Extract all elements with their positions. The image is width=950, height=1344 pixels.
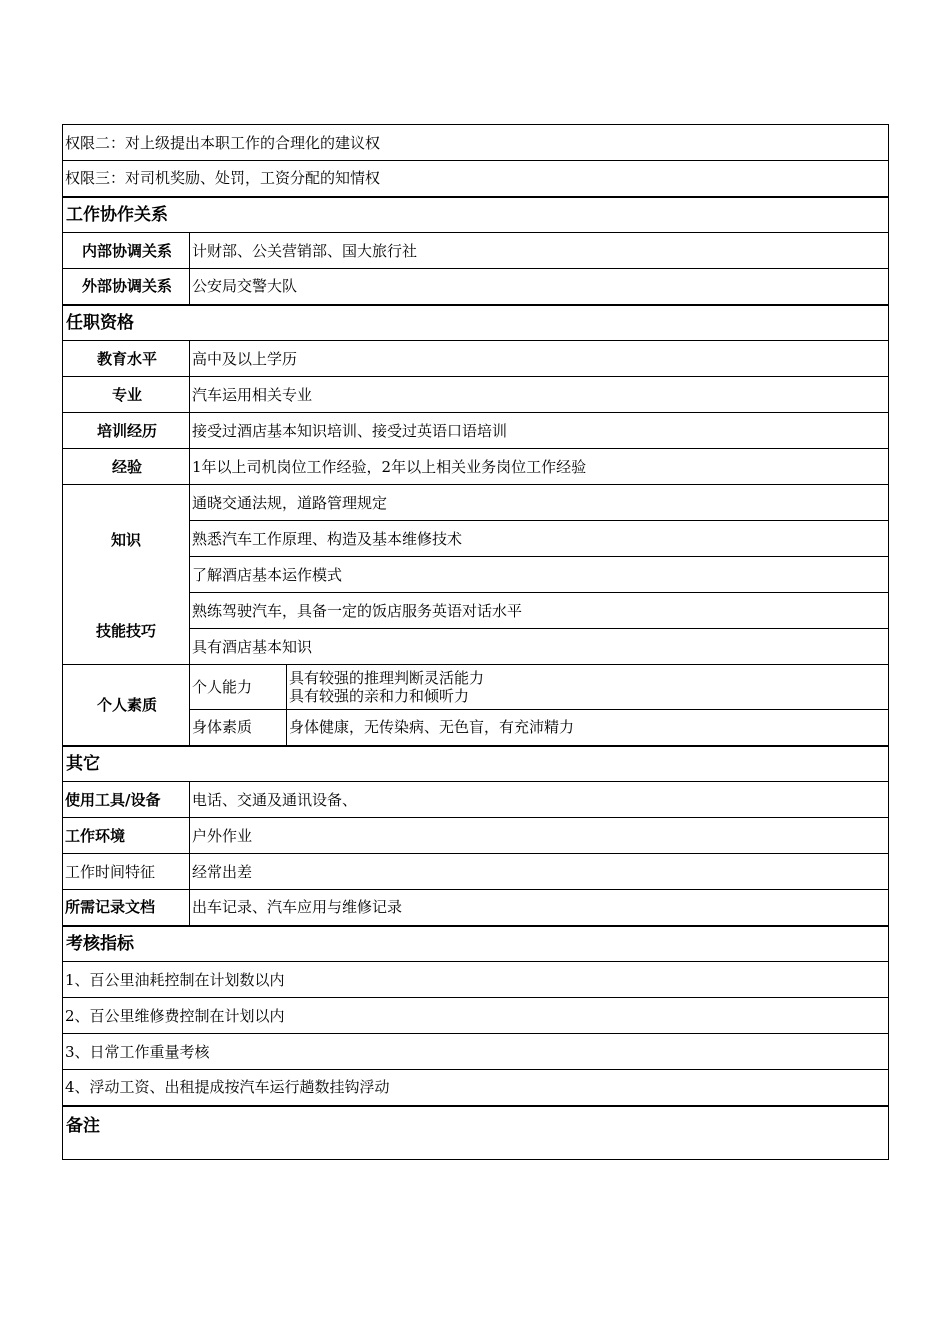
- section-cooperation: [63, 197, 889, 233]
- ability-line-2: 具有较强的亲和力和倾听力: [289, 687, 470, 705]
- personal-ability-row: [63, 665, 889, 710]
- ability-line-1: 具有较强的推理判断灵活能力: [289, 669, 485, 687]
- work-time-label: 工作时间特征: [63, 854, 190, 890]
- section-kpi: [63, 926, 889, 962]
- job-description-table: [62, 124, 888, 1160]
- skills-item: 具有酒店基本知识: [190, 629, 889, 665]
- kpi-item: 4、浮动工资、出租提成按汽车运行趟数挂钩浮动: [63, 1070, 889, 1106]
- authority-row-3: [63, 161, 889, 197]
- internal-coordination-row: [63, 233, 889, 269]
- tools-row: [63, 782, 889, 818]
- training-label: 培训经历: [63, 413, 190, 449]
- work-time-value: 经常出差: [190, 854, 889, 890]
- knowledge-item: 了解酒店基本运作模式: [190, 557, 889, 593]
- kpi-row: [63, 1070, 889, 1106]
- environment-label: 工作环境: [63, 818, 190, 854]
- skills-label: 技能技巧: [95, 622, 156, 640]
- education-label: 教育水平: [63, 341, 190, 377]
- tools-label: 使用工具/设备: [63, 782, 190, 818]
- section-qualification: [63, 305, 889, 341]
- section-title: 备注: [63, 1106, 889, 1160]
- knowledge-row: [63, 485, 889, 521]
- section-title: 工作协作关系: [63, 197, 889, 233]
- section-title: 任职资格: [63, 305, 889, 341]
- physical-label: 身体素质: [190, 710, 287, 746]
- knowledge-item: 熟悉汽车工作原理、构造及基本维修技术: [190, 521, 889, 557]
- personal-quality-label: 个人素质: [63, 665, 190, 746]
- environment-value: 户外作业: [190, 818, 889, 854]
- kpi-row: [63, 998, 889, 1034]
- kpi-row: [63, 1034, 889, 1070]
- major-label: 专业: [63, 377, 190, 413]
- external-value: 公安局交警大队: [190, 269, 889, 305]
- section-other: [63, 746, 889, 782]
- documents-value: 出车记录、汽车应用与维修记录: [190, 890, 889, 926]
- knowledge-item: 通晓交通法规，道路管理规定: [190, 485, 889, 521]
- education-row: [63, 341, 889, 377]
- kpi-row: [63, 962, 889, 998]
- internal-label: 内部协调关系: [63, 233, 190, 269]
- knowledge-skills-cell: [63, 485, 190, 665]
- section-title: 其它: [63, 746, 889, 782]
- training-value: 接受过酒店基本知识培训、接受过英语口语培训: [190, 413, 889, 449]
- experience-value: 1年以上司机岗位工作经验，2年以上相关业务岗位工作经验: [190, 449, 889, 485]
- authority-row-2: [63, 125, 889, 161]
- authority-3: 权限三：对司机奖励、处罚，工资分配的知情权: [63, 161, 889, 197]
- experience-row: [63, 449, 889, 485]
- documents-label: 所需记录文档: [63, 890, 190, 926]
- major-value: 汽车运用相关专业: [190, 377, 889, 413]
- kpi-item: 3、日常工作重量考核: [63, 1034, 889, 1070]
- training-row: [63, 413, 889, 449]
- authority-2: 权限二：对上级提出本职工作的合理化的建议权: [63, 125, 889, 161]
- section-remarks: [63, 1106, 889, 1160]
- ability-label: 个人能力: [190, 665, 287, 710]
- kpi-item: 2、百公里维修费控制在计划以内: [63, 998, 889, 1034]
- work-time-row: [63, 854, 889, 890]
- ability-value: [287, 665, 889, 710]
- documents-row: [63, 890, 889, 926]
- education-value: 高中及以上学历: [190, 341, 889, 377]
- kpi-item: 1、百公里油耗控制在计划数以内: [63, 962, 889, 998]
- external-coordination-row: [63, 269, 889, 305]
- external-label: 外部协调关系: [63, 269, 190, 305]
- environment-row: [63, 818, 889, 854]
- major-row: [63, 377, 889, 413]
- internal-value: 计财部、公关营销部、国大旅行社: [190, 233, 889, 269]
- section-title: 考核指标: [63, 926, 889, 962]
- physical-value: 身体健康，无传染病、无色盲，有充沛精力: [287, 710, 889, 746]
- knowledge-label: 知识: [110, 531, 141, 549]
- form-table: [62, 124, 889, 1160]
- experience-label: 经验: [63, 449, 190, 485]
- skills-item: 熟练驾驶汽车，具备一定的饭店服务英语对话水平: [190, 593, 889, 629]
- tools-value: 电话、交通及通讯设备、: [190, 782, 889, 818]
